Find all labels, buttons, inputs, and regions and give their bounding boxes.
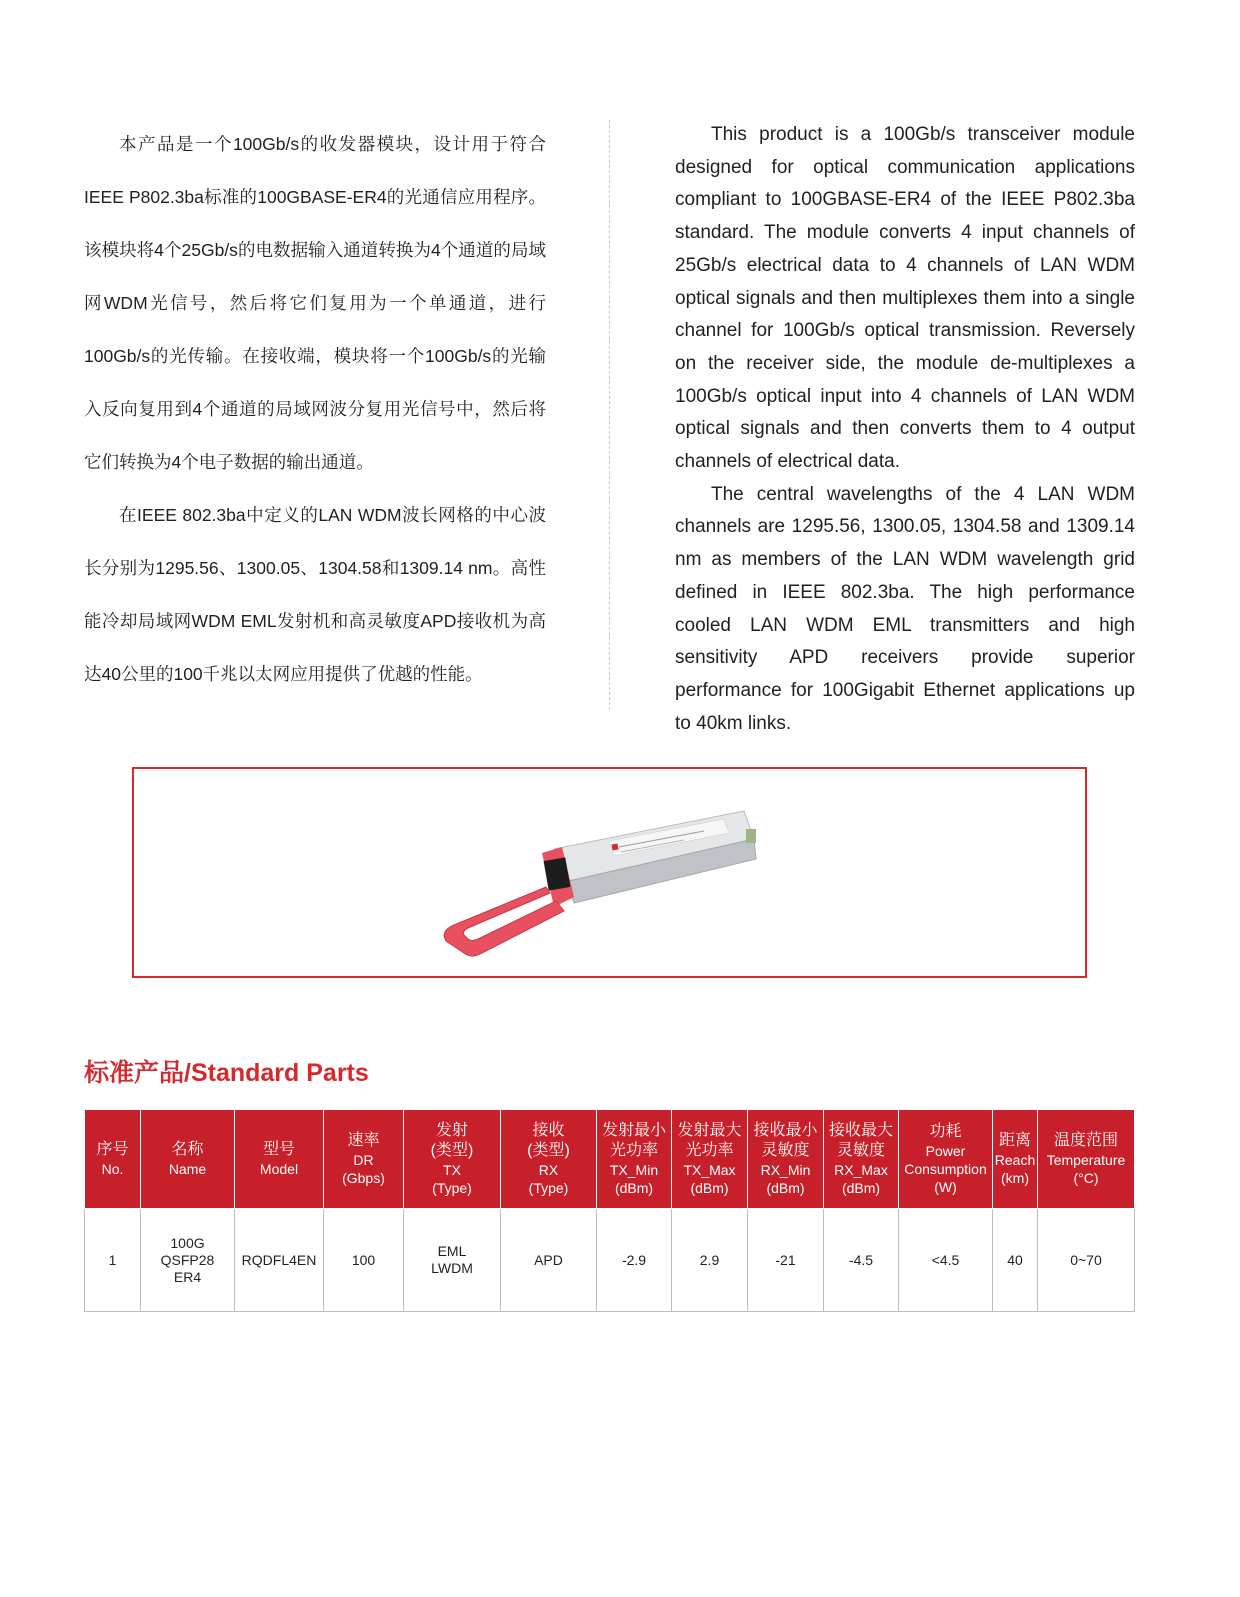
zh-paragraph-2: 在IEEE 802.3ba中定义的LAN WDM波长网格的中心波长分别为1295.56、1300.05、1304.58和1309.14 nm。高性能冷却局域网WDM EML发射机和高灵敏度APD接收机为高达40公里的100千兆以太网应用提供了优越的性能。	[84, 505, 546, 684]
header-tx-min: 发射最小 光功率 TX_Min (dBm)	[597, 1110, 672, 1209]
cell-rx-type: APD	[501, 1209, 597, 1312]
column-divider	[609, 120, 610, 710]
en-paragraph-2: The central wavelengths of the 4 LAN WDM channels are 1295.56, 1300.05, 1304.58 and 1309.14 nm as members of the LAN WDM wavelength grid defined in IEEE 802.3ba. The high performance cooled LAN WDM EML transmitters and high sensitivity APD receivers provide superior performance for 100Gigabit Ethernet applications up to 40km links.	[675, 483, 1135, 734]
header-tx-max: 发射最大 光功率 TX_Max (dBm)	[672, 1110, 748, 1209]
standard-parts-table	[84, 1109, 1135, 1312]
cell-temperature: 0~70	[1038, 1209, 1135, 1312]
header-name: 名称 Name	[141, 1110, 235, 1209]
header-model: 型号 Model	[235, 1110, 324, 1209]
table-row	[85, 1209, 1135, 1312]
zh-paragraph-1: 本产品是一个100Gb/s的收发器模块，设计用于符合IEEE P802.3ba标准的100GBASE-ER4的光通信应用程序。该模块将4个25Gb/s的电数据输入通道转换为4个通道的局域网WDM光信号，然后将它们复用为一个单通道，进行100Gb/s的光传输。在接收端，模块将一个100Gb/s的光输入反向复用到4个通道的局域网波分复用光信号中，然后将它们转换为4个电子数据的输出通道。	[84, 134, 546, 472]
en-paragraph-1: This product is a 100Gb/s transceiver module designed for optical communication applications compliant to 100GBASE-ER4 of the IEEE P802.3ba standard. The module converts 4 input channels of 25Gb/s electrical data to 4 channels of LAN WDM optical signals and then multiplexes them into a single channel for 100Gb/s optical transmission. Reversely on the receiver side, the module de-multiplexes a 100Gb/s optical input into 4 channels of LAN WDM optical signals and then converts them to 4 output channels of electrical data.	[675, 124, 1135, 473]
header-no: 序号 No.	[85, 1110, 141, 1209]
intro-english	[675, 119, 1135, 740]
header-rx-max: 接收最大 灵敏度 RX_Max (dBm)	[824, 1110, 899, 1209]
cell-no: 1	[85, 1209, 141, 1312]
qsfp28-module-image	[434, 789, 774, 969]
cell-model: RQDFL4EN	[235, 1209, 324, 1312]
table-header-row	[85, 1110, 1135, 1209]
cell-rx-max: -4.5	[824, 1209, 899, 1312]
header-reach: 距离 Reach (km)	[993, 1110, 1038, 1209]
cell-data-rate: 100	[324, 1209, 404, 1312]
header-power: 功耗 Power Consumption (W)	[899, 1110, 993, 1209]
cell-tx-min: -2.9	[597, 1209, 672, 1312]
cell-rx-min: -21	[748, 1209, 824, 1312]
section-title: 标准产品/Standard Parts	[84, 1059, 369, 1087]
header-rx-min: 接收最小 灵敏度 RX_Min (dBm)	[748, 1110, 824, 1209]
header-rx-type: 接收 (类型) RX (Type)	[501, 1110, 597, 1209]
cell-tx-max: 2.9	[672, 1209, 748, 1312]
intro-chinese	[84, 118, 546, 701]
header-data-rate: 速率 DR (Gbps)	[324, 1110, 404, 1209]
header-tx-type: 发射 (类型) TX (Type)	[404, 1110, 501, 1209]
cell-reach: 40	[993, 1209, 1038, 1312]
cell-power: <4.5	[899, 1209, 993, 1312]
cell-tx-type: EML LWDM	[404, 1209, 501, 1312]
product-image-frame	[132, 767, 1087, 978]
cell-name: 100G QSFP28 ER4	[141, 1209, 235, 1312]
header-temperature: 温度范围 Temperature (°C)	[1038, 1110, 1135, 1209]
